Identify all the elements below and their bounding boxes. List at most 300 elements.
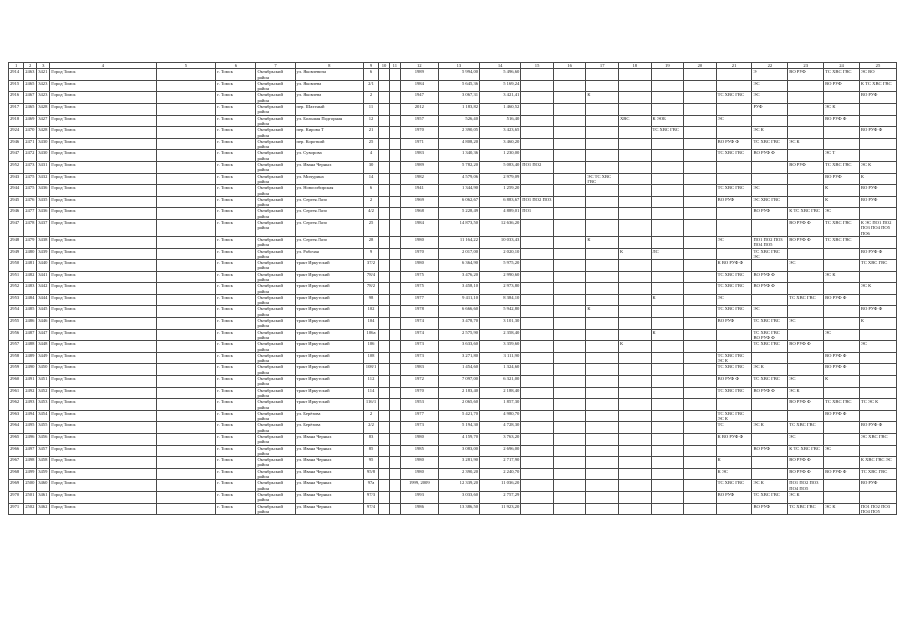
column-number-cell: 2 [24,63,37,69]
table-cell [379,480,390,492]
table-cell: ТС ХВС ГВС ЭС [752,248,788,260]
table-cell: ВО РУФ [859,196,896,208]
table-cell: ул. Ивана Черных [295,434,363,446]
table-cell: 5 496,60 [480,69,521,81]
table-cell [156,236,216,248]
table-cell [618,503,651,515]
table-cell: 3430 [37,150,50,162]
table-cell: 3 633,60 [438,341,479,353]
table-cell: К [824,196,860,208]
table-cell [788,329,824,341]
table-cell: 12 636,20 [480,220,521,237]
table-cell [859,138,896,150]
table-cell [752,410,788,422]
table-cell [586,115,619,127]
table-cell: 2948 [9,236,24,248]
column-number-cell: 17 [586,63,619,69]
table-cell [684,352,717,364]
table-cell: ВО РУФ [752,445,788,457]
table-cell: ТС ХВС ГВС [824,162,860,174]
table-cell [859,387,896,399]
table-cell: Октябрьский район [256,248,295,260]
table-cell [521,376,554,388]
table-cell: г. Томск [216,208,256,220]
table-cell [586,271,619,283]
table-cell: ТС ХВС ГВС [716,480,752,492]
table-cell: 1 344,90 [438,185,479,197]
table-cell: ЭС [716,115,752,127]
table-cell [618,69,651,81]
table-cell: 25 [363,138,378,150]
table-cell: Октябрьский район [256,318,295,330]
table-cell: г. Томск [216,445,256,457]
table-cell [651,283,684,295]
table-cell [586,352,619,364]
table-cell: 2914 [9,69,24,81]
table-cell: 2496 [24,434,37,446]
table-cell: ЭС [716,236,752,248]
table-cell [586,376,619,388]
table-cell: 3454 [37,410,50,422]
table-cell: ВО РУФ Ф [716,138,752,150]
table-cell: К ТС ХВС ГВС [788,445,824,457]
table-cell: ЭС К [752,364,788,376]
table-cell [618,220,651,237]
table-cell: ВО РУФ Ф [859,306,896,318]
table-cell [824,422,860,434]
table-cell: 1972 [400,376,438,388]
table-cell [379,208,390,220]
table-row [9,491,897,503]
table-cell: Октябрьский район [256,341,295,353]
table-cell: ВО РУФ [824,173,860,185]
table-cell [553,329,586,341]
table-cell: 3432 [37,173,50,185]
table-cell [788,196,824,208]
table-cell [389,173,400,185]
table-cell [553,376,586,388]
table-cell: 11 [363,104,378,116]
table-cell: 5 169,24 [480,80,521,92]
table-cell [521,248,554,260]
table-cell [824,434,860,446]
table-cell: 2945 [9,196,24,208]
table-cell: ТС ХВС ГВС [788,422,824,434]
table-cell: 2487 [24,329,37,341]
table-cell [859,410,896,422]
table-cell [651,220,684,237]
table-cell: 3450 [37,364,50,376]
table-cell: 78/4 [363,271,378,283]
table-cell: пер. Кирова Т [295,127,363,139]
table-cell: 4/2 [363,208,378,220]
table-cell [521,341,554,353]
table-cell: 3462 [37,503,50,515]
table-cell: 2947 [9,220,24,237]
table-cell [618,480,651,492]
table-cell: 2486 [24,318,37,330]
table-cell: 11 923,20 [480,503,521,515]
table-row [9,364,897,376]
table-cell: К [586,92,619,104]
table-cell [379,127,390,139]
table-cell: ВО РУФ Ф [824,410,860,422]
table-cell [521,318,554,330]
table-cell: К [824,185,860,197]
table-cell [684,503,717,515]
table-cell: ЭС [752,306,788,318]
table-cell [156,434,216,446]
table-cell [788,248,824,260]
table-cell [684,445,717,457]
table-cell [684,491,717,503]
table-cell: Октябрьский район [256,410,295,422]
table-cell: Октябрьский район [256,306,295,318]
table-cell: г. Томск [216,306,256,318]
table-cell: Город Томск [50,283,156,295]
table-cell [752,468,788,480]
table-cell: 2478 [24,220,37,237]
table-cell: ТС ХВС ГВС [824,236,860,248]
table-cell: 2502 [24,503,37,515]
table-cell: 2 183,40 [438,387,479,399]
table-cell [521,434,554,446]
table-cell [389,150,400,162]
table-cell [379,318,390,330]
table-cell [752,115,788,127]
table-cell: Октябрьский район [256,468,295,480]
table-cell: К [586,236,619,248]
table-cell: 97а [363,480,378,492]
table-cell: ВО РУФ Ф [824,352,860,364]
table-cell: ЭС ТС ХВС ГВС [586,173,619,185]
table-cell: 3444 [37,294,50,306]
table-row [9,480,897,492]
table-cell: ЭС К [788,138,824,150]
table-cell: 2465 [24,104,37,116]
table-cell: Город Томск [50,503,156,515]
table-cell: ПО1 ПО2 ПО3 ПО4 ПО5 [788,480,824,492]
table-cell: 108 [363,352,378,364]
table-cell: ТС ХВС ГВС ВО РУФ Ф [752,329,788,341]
table-cell [618,283,651,295]
table-cell: 3436 [37,208,50,220]
table-cell: Октябрьский район [256,162,295,174]
table-cell [618,318,651,330]
table-cell [684,410,717,422]
table-cell: 2944 [9,185,24,197]
table-cell [716,399,752,411]
table-cell: К ЭС ПО1 ПО2 ПО3 ПО4 ПО5 ПО6 [859,220,896,237]
table-cell [553,260,586,272]
table-cell [389,260,400,272]
table-cell [716,503,752,515]
table-cell: Город Томск [50,173,156,185]
table-cell [553,318,586,330]
table-cell: 2 [363,196,378,208]
table-cell [389,480,400,492]
table-cell [379,138,390,150]
table-cell [553,457,586,469]
table-cell [379,283,390,295]
table-cell [586,399,619,411]
table-cell: ПО1 ПО2 ПО3 ПО4 ПО5 [752,236,788,248]
table-cell: Октябрьский район [256,138,295,150]
table-cell [156,341,216,353]
table-cell: ВО РУФ Ф [824,115,860,127]
table-cell [651,236,684,248]
table-cell: 2 358,40 [480,329,521,341]
column-number-cell: 24 [824,63,860,69]
table-cell [156,376,216,388]
table-cell [156,491,216,503]
table-cell [586,457,619,469]
table-row [9,352,897,364]
table-cell: ул. Яковлевича [295,69,363,81]
table-cell [521,468,554,480]
table-cell [521,80,554,92]
table-cell: 21 [363,127,378,139]
table-cell: Октябрьский район [256,260,295,272]
table-cell [521,480,554,492]
table-cell: ЭС ХВС ГВС [859,434,896,446]
table-cell: г. Томск [216,162,256,174]
table-cell [553,185,586,197]
table-cell [553,387,586,399]
table-cell: г. Томск [216,491,256,503]
table-cell [156,329,216,341]
table-cell: 5 645,36 [438,80,479,92]
table-cell: 3423 [37,92,50,104]
table-cell: ВО РУФ Ф [752,283,788,295]
table-cell: пер. Короткий [295,138,363,150]
table-cell [389,341,400,353]
table-cell: ЭС [824,445,860,457]
table-cell [618,138,651,150]
table-cell: г. Томск [216,104,256,116]
table-cell: 78/2 [363,283,378,295]
table-cell: ТС ХВС ГВС [752,341,788,353]
table-cell [618,104,651,116]
table-cell [684,399,717,411]
table-cell [521,173,554,185]
table-cell: 85 [363,445,378,457]
table-cell: 1985 [400,445,438,457]
table-cell [859,376,896,388]
table-cell: 1969 [400,196,438,208]
table-cell: тракт Иркутский [295,260,363,272]
table-cell: Город Томск [50,387,156,399]
table-cell [586,491,619,503]
table-cell [684,457,717,469]
table-cell [389,491,400,503]
table-cell: 526,40 [438,115,479,127]
table-cell: 1984 [400,220,438,237]
table-cell [521,283,554,295]
table-cell [379,185,390,197]
table-cell [389,138,400,150]
table-cell: 3 460,20 [480,138,521,150]
table-cell: ул. Берёзова [295,422,363,434]
table-cell: 112 [363,376,378,388]
table-cell: Город Томск [50,457,156,469]
table-cell [379,306,390,318]
table-cell: РУФ [752,104,788,116]
table-cell: 2 757,29 [480,491,521,503]
table-cell: г. Томск [216,318,256,330]
column-number-cell: 23 [788,63,824,69]
table-cell [389,468,400,480]
table-cell: Октябрьский район [256,434,295,446]
table-cell: ул. Суворова [295,150,363,162]
table-cell: ТС ХВС ГВС [716,150,752,162]
table-cell [379,352,390,364]
table-row [9,104,897,116]
table-cell [553,138,586,150]
table-cell: 3439 [37,248,50,260]
table-cell: ул. Сергея Лазо [295,208,363,220]
table-cell [553,173,586,185]
table-cell [716,104,752,116]
table-cell: ул. Ивана Черных [295,445,363,457]
table-cell: ВО РУФ Ф [824,364,860,376]
table-body [9,63,897,515]
table-cell [684,208,717,220]
table-cell: г. Томск [216,387,256,399]
table-cell: Октябрьский район [256,445,295,457]
table-cell [389,457,400,469]
column-number-cell: 11 [389,63,400,69]
table-cell [651,260,684,272]
column-number-cell: 6 [216,63,256,69]
table-cell: ТС ХВС ГВС [651,127,684,139]
table-cell: ТС ХВС ГВС [824,399,860,411]
table-cell: ЭС [752,92,788,104]
table-cell: 3 478,70 [438,318,479,330]
table-cell [156,115,216,127]
table-cell [788,364,824,376]
table-row [9,318,897,330]
table-cell [651,387,684,399]
table-cell: г. Томск [216,173,256,185]
table-cell: К ВО РУФ Ф [716,434,752,446]
table-cell [379,294,390,306]
table-cell: г. Томск [216,185,256,197]
table-cell [824,306,860,318]
table-cell: ПО1 ПО2 ПО3 ПО4 ПО5 [859,503,896,515]
table-cell: ЭС [788,318,824,330]
table-cell: г. Томск [216,352,256,364]
table-cell [651,364,684,376]
table-cell: ЭС [824,329,860,341]
table-row [9,208,897,220]
table-cell [156,364,216,376]
table-cell: 2 240,70 [480,468,521,480]
table-cell: 9 [363,248,378,260]
table-cell [684,294,717,306]
table-cell: 3 033,60 [438,491,479,503]
table-cell: 7 097,00 [438,376,479,388]
table-cell: 2485 [24,306,37,318]
table-cell [389,318,400,330]
table-cell [379,150,390,162]
table-cell: К ТС ХВС ГВС [788,208,824,220]
table-cell [586,220,619,237]
table-cell [586,445,619,457]
table-cell: 4 728,30 [480,422,521,434]
table-cell: г. Томск [216,80,256,92]
table-cell: 3456 [37,434,50,446]
table-cell: ЭС [824,208,860,220]
table-cell: Город Томск [50,422,156,434]
table-cell: К [651,294,684,306]
column-number-cell: 9 [363,63,378,69]
table-cell [684,318,717,330]
table-cell: Город Томск [50,69,156,81]
table-cell [553,294,586,306]
table-cell [156,162,216,174]
table-cell: 1970 [400,248,438,260]
table-cell [651,150,684,162]
table-cell: 1980 [400,468,438,480]
table-cell [521,294,554,306]
table-row [9,271,897,283]
table-cell: 6 [363,69,378,81]
table-cell [586,69,619,81]
table-cell [684,196,717,208]
table-cell: ТС ХВС ГВС [716,185,752,197]
table-cell: Город Томск [50,306,156,318]
table-cell [716,173,752,185]
table-cell [553,468,586,480]
table-cell [586,162,619,174]
table-cell: К ВО РУФ Ф [716,260,752,272]
table-cell [553,208,586,220]
table-cell [553,306,586,318]
table-cell [684,283,717,295]
table-cell: 1 259,20 [480,185,521,197]
table-cell [389,399,400,411]
table-cell: Октябрьский район [256,196,295,208]
table-cell: К [824,376,860,388]
table-cell: г. Томск [216,260,256,272]
table-cell [586,503,619,515]
table-row [9,503,897,515]
table-cell [553,248,586,260]
table-cell: Октябрьский район [256,127,295,139]
table-cell: 3 763,20 [480,434,521,446]
table-cell [389,364,400,376]
table-cell: ВО РУФ Ф [788,399,824,411]
table-cell [788,104,824,116]
table-row [9,162,897,174]
table-cell: 3431 [37,162,50,174]
table-cell: 2467 [24,92,37,104]
table-cell [684,260,717,272]
table-cell: 1980 [400,434,438,446]
table-cell [651,173,684,185]
table-cell: г. Томск [216,376,256,388]
table-cell: 2 [363,92,378,104]
table-cell: ВО РУФ Ф [752,387,788,399]
table-cell [156,127,216,139]
table-cell [521,260,554,272]
table-cell: ул. Сергея Лазо [295,196,363,208]
table-cell: ТС ХВС ГВС [824,220,860,237]
table-cell: Октябрьский район [256,80,295,92]
table-cell: 1953 [400,399,438,411]
table-cell: ЭС [788,376,824,388]
